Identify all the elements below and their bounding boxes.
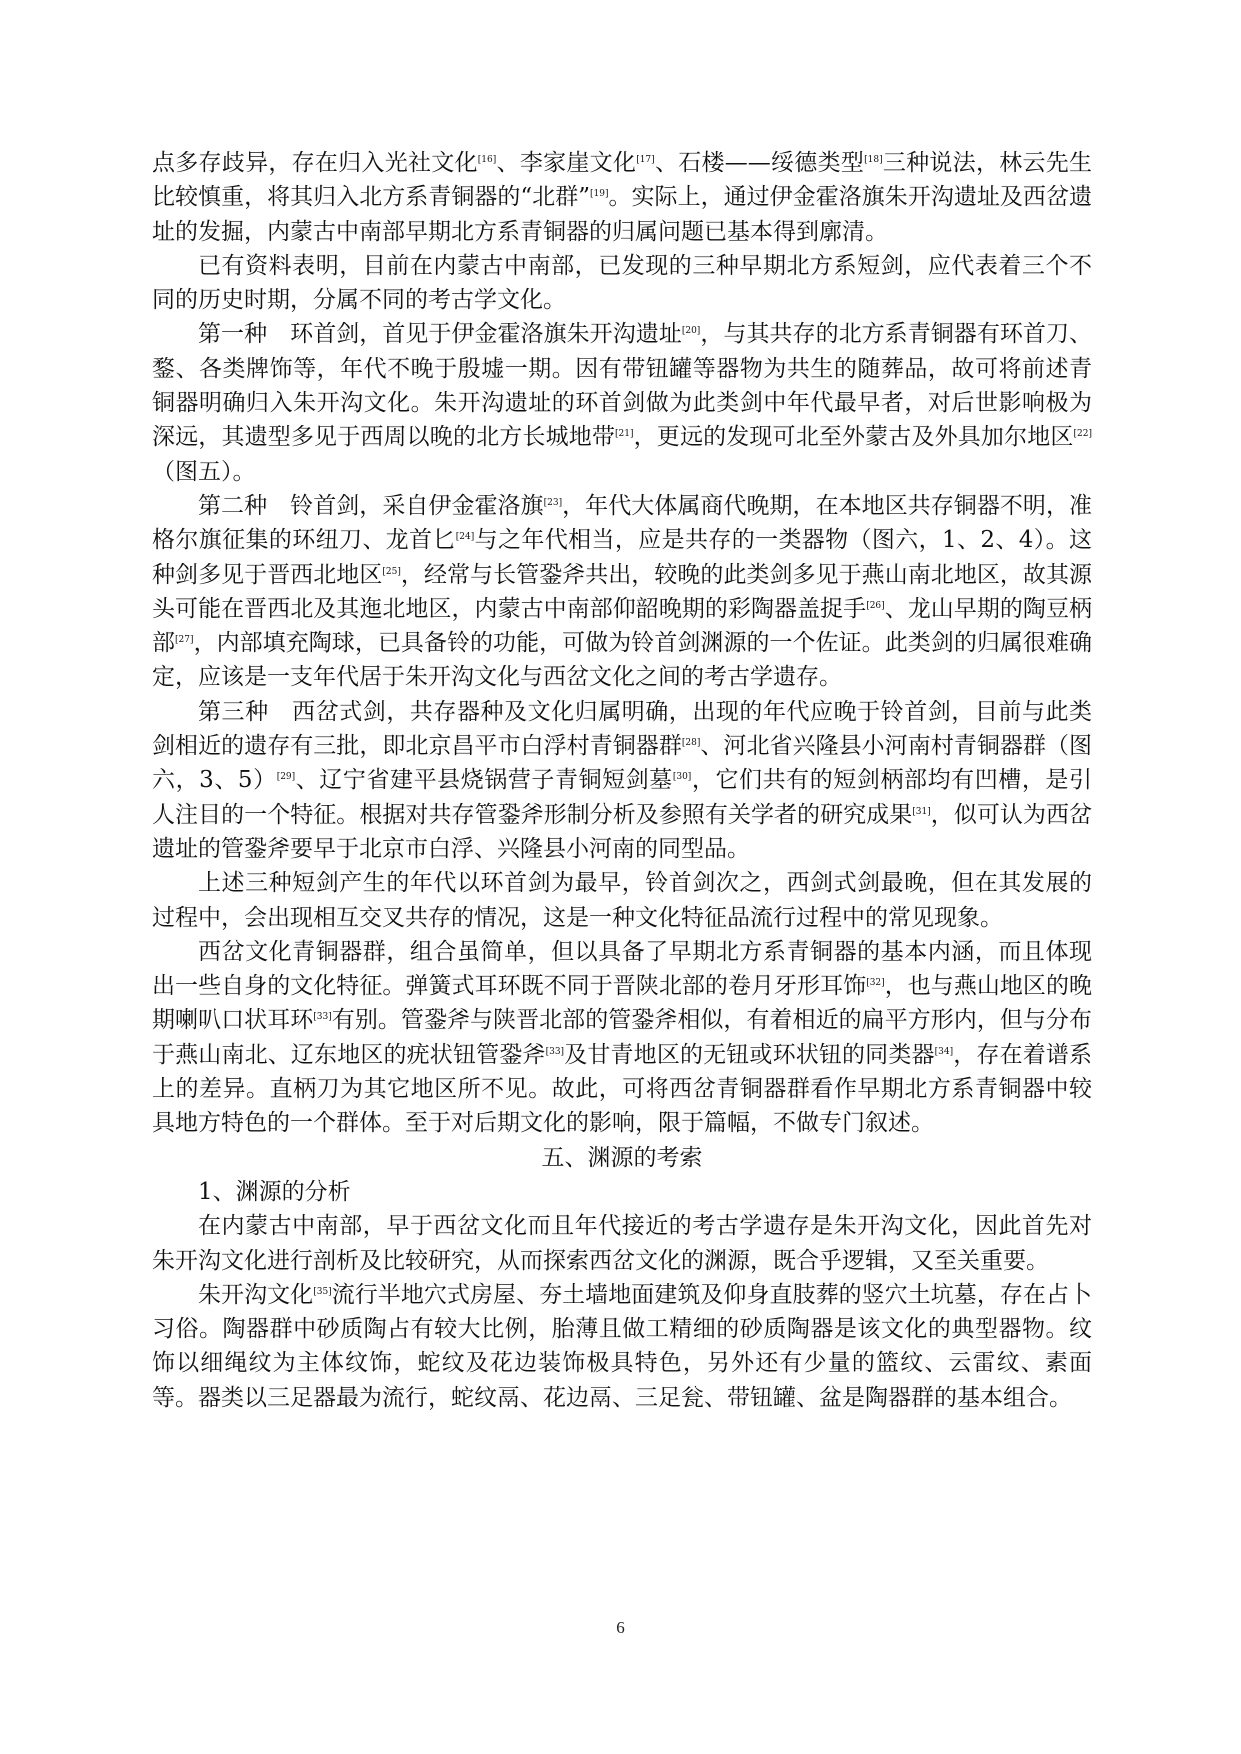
- paragraph: [152, 1209, 1092, 1278]
- paragraph: [152, 317, 1092, 488]
- footnote-ref: [28]: [681, 737, 701, 748]
- text-run: 第三种 西岔式剑，共存器种及文化归属明确，出现的年代应晚于铃首剑，目前与此类剑相近的遗存有三批，即北京昌平市白浮村青铜器群: [152, 698, 1092, 760]
- footnote-ref: [16]: [477, 154, 497, 165]
- footnote-ref: [34]: [934, 1046, 954, 1057]
- paragraph: [152, 146, 1092, 249]
- text-run: ，年代大体属商代晚期，在本地区共存铜器不明，准格尔旗征集的环纽刀、龙首匕: [152, 492, 1093, 554]
- footnote-ref: [30]: [672, 772, 692, 783]
- text-run: 三种说法，林云先生比较慎重，将其归入北方系青铜器的“北群”: [152, 150, 1093, 211]
- text-run: 有别。管銎斧与陕晋北部的管銎斧相似，有着相近的扁平方形内，但与分布于燕山南北、辽东地区的疣状钮管銎斧: [152, 1007, 1093, 1068]
- text-run: ，似可认为西岔遗址的管銎斧要早于北京市白浮、兴隆县小河南的同型品。: [152, 801, 1093, 862]
- footnote-ref: [26]: [866, 600, 885, 611]
- text-run: ，更远的发现可北至外蒙古及外具加尔地区: [633, 424, 1074, 451]
- text-run: 点多存歧异，存在归入光社文化: [152, 150, 478, 176]
- footnote-ref: [17]: [636, 154, 655, 165]
- footnote-ref: [31]: [912, 806, 931, 817]
- text-run: ，存在着谱系上的差异。直柄刀为其它地区所不见。故此，可将西岔青铜器群看作早期北方系青铜器中较具地方特色的一个群体。至于对后期文化的影响，限于篇幅，不做专门叙述。: [152, 1041, 1093, 1137]
- footnote-ref: [19]: [589, 189, 609, 200]
- text-run: ，经常与长管銎斧共出，较晚的此类剑多见于燕山南北地区，故其源头可能在晋西北及其迤北地区，内蒙古中南部仰韶晚期的彩陶器盖捉手: [152, 561, 1093, 622]
- text-run: 、辽宁省建平县烧锅营子青铜短剑墓: [295, 767, 673, 794]
- footnote-ref: [20]: [681, 326, 701, 337]
- footnote-ref: [23]: [543, 497, 563, 508]
- footnote-ref: [22]: [1073, 429, 1093, 440]
- text-run: 。实际上，通过伊金霍洛旗朱开沟遗址及西岔遗址的发掘，内蒙古中南部早期北方系青铜器的归属问题已基本得到廓清。: [152, 184, 1092, 245]
- text-run: 、河北省兴隆县小河南村青铜器群（图六，3、5）: [152, 733, 1093, 794]
- footnote-ref: [29]: [276, 772, 296, 783]
- text-run: （图五）。: [152, 458, 256, 485]
- footnote-ref: [32]: [866, 978, 885, 989]
- text-run: 、石楼——绥德类型: [654, 150, 865, 176]
- text-run: 、李家崖文化: [496, 150, 637, 176]
- text-run: ，与其共存的北方系青铜器有环首刀、鍪、各类牌饰等，年代不晚于殷墟一期。因有带钮罐等器物为共生的随葬品，故可将前述青铜器明确归入朱开沟文化。朱开沟遗址的环首剑做为此类剑中年代最早者，对后世影响极为深远，其遗型多见于西周以晚的北方长城地带: [152, 321, 1093, 451]
- text-run: 上述三种短剑产生的年代以环首剑为最早，铃首剑次之，西剑式剑最晚，但在其发展的过程中，会出现相互交叉共存的情况，这是一种文化特征品流行过程中的常见现象。: [152, 870, 1092, 931]
- paragraph: [152, 249, 1092, 318]
- footnote-ref: [18]: [864, 154, 883, 165]
- text-run: 与之年代相当，应是共存的一类器物（图六，1、2、4）。这种剑多见于晋西北地区: [152, 527, 1092, 588]
- footnote-ref: [27]: [175, 635, 194, 646]
- paragraph: [152, 1175, 1092, 1209]
- text-run: 及甘青地区的无钮或环状钮的同类器: [564, 1041, 935, 1068]
- text-run: 1、渊源的分析: [198, 1178, 351, 1205]
- footnote-ref: [35]: [313, 1286, 332, 1297]
- paragraph: [152, 695, 1092, 866]
- footnote-ref: [25]: [382, 566, 401, 577]
- footnote-ref: [21]: [615, 429, 634, 440]
- text-run: 第二种 铃首剑，采自伊金霍洛旗: [198, 492, 544, 519]
- footnote-ref: [33]: [313, 1012, 332, 1023]
- paragraphs-after: [152, 1175, 1092, 1415]
- text-run: ，内部填充陶球，已具备铃的功能，可做为铃首剑渊源的一个佐证。此类剑的归属很难确定，应该是一支年代居于朱开沟文化与西岔文化之间的考古学遗存。: [152, 630, 1093, 691]
- footnote-ref: [24]: [455, 532, 475, 543]
- text-run: ，也与燕山地区的晚期喇叭口状耳环: [152, 973, 1093, 1034]
- text-run: 第一种 环首剑，首见于伊金霍洛旗朱开沟遗址: [198, 321, 682, 348]
- body-text: [152, 146, 1092, 1415]
- text-run: 、龙山早期的陶豆柄部: [152, 595, 1093, 657]
- section-heading: 五、渊源的考索: [541, 1144, 703, 1171]
- text-run: 西岔文化青铜器群，组合虽简单，但以具备了早期北方系青铜器的基本内涵，而且体现出一些自身的文化特征。弹簧式耳环既不同于晋陕北部的卷月牙形耳饰: [152, 938, 1092, 1000]
- text-run: 在内蒙古中南部，早于西岔文化而且年代接近的考古学遗存是朱开沟文化，因此首先对朱开沟文化进行剖析及比较研究，从而探索西岔文化的渊源，既合乎逻辑，又至关重要。: [152, 1213, 1092, 1274]
- paragraphs-before: [152, 146, 1092, 1141]
- footnote-ref: [33]: [545, 1046, 565, 1057]
- page-number: 6: [616, 1618, 625, 1637]
- text-run: 已有资料表明，目前在内蒙古中南部，已发现的三种早期北方系短剑，应代表着三个不同的历史时期，分属不同的考古学文化。: [152, 252, 1092, 314]
- paragraph: [152, 935, 1092, 1141]
- paragraph: [152, 489, 1092, 695]
- paragraph: [152, 1278, 1092, 1415]
- text-run: ，它们共有的短剑柄部均有凹槽，是引人注目的一个特征。根据对共存管銎斧形制分析及参照有关学者的研究成果: [152, 767, 1092, 828]
- paragraph: [152, 866, 1092, 935]
- text-run: 朱开沟文化: [198, 1281, 314, 1308]
- text-run: 流行半地穴式房屋、夯土墙地面建筑及仰身直肢葬的竖穴土坑墓，存在占卜习俗。陶器群中砂质陶占有较大比例，胎薄且做工精细的砂质陶器是该文化的典型器物。纹饰以细绳纹为主体纹饰，蛇纹及花边装饰极具特色，另外还有少量的篮纹、云雷纹、素面等。器类以三足器最为流行，蛇纹鬲、花边鬲、三足瓮、带钮罐、盆是陶器群的基本组合。: [152, 1281, 1093, 1411]
